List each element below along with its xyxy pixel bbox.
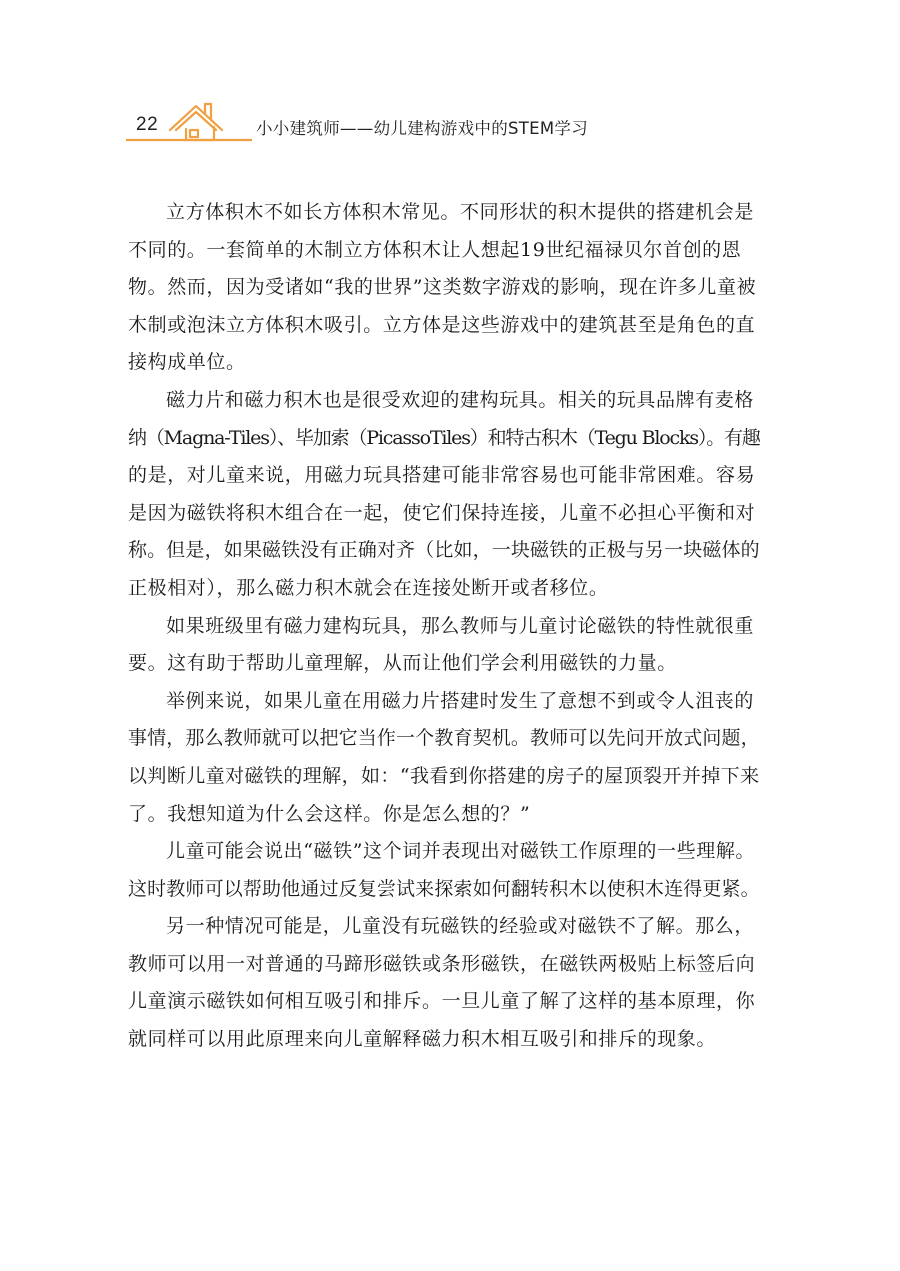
text-line: 纳（Magna-Tiles）、毕加索（PicassoTiles）和特古积木（Tegu Blocks）。有趣 xyxy=(128,426,760,449)
text-line: 儿童演示磁铁如何相互吸引和排斥。一旦儿童了解了这样的基本原理，你 xyxy=(128,990,756,1013)
running-header-title: 小小建筑师——幼儿建构游戏中的STEM学习 xyxy=(256,119,589,138)
text-line: 儿童可能会说出“磁铁”这个词并表现出对磁铁工作原理的一些理解。 xyxy=(166,840,756,863)
text-line: 要。这有助于帮助儿童理解，从而让他们学会利用磁铁的力量。 xyxy=(128,652,677,675)
text-line: 教师可以用一对普通的马蹄形磁铁或条形磁铁，在磁铁两极贴上标签后向 xyxy=(128,952,756,975)
text-line: 如果班级里有磁力建构玩具，那么教师与儿童讨论磁铁的特性就很重 xyxy=(166,614,755,637)
text-line: 就同样可以用此原理来向儿童解释磁力积木相互吸引和排斥的现象。 xyxy=(128,1028,717,1051)
text-line: 举例来说，如果儿童在用磁力片搭建时发生了意想不到或令人沮丧的 xyxy=(166,689,755,712)
text-line: 事情，那么教师就可以把它当作一个教育契机。教师可以先问开放式问题， xyxy=(128,727,760,750)
text-line: 接构成单位。 xyxy=(128,351,246,374)
text-line: 的是，对儿童来说，用磁力玩具搭建可能非常容易也可能非常困难。容易 xyxy=(128,464,756,487)
page-header xyxy=(0,0,900,150)
text-line: 不同的。一套简单的木制立方体积木让人想起19世纪福禄贝尔首创的恩 xyxy=(128,238,742,261)
text-line: 另一种情况可能是，儿童没有玩磁铁的经验或对磁铁不了解。那么， xyxy=(166,915,755,938)
text-line: 正极相对），那么磁力积木就会在连接处断开或者移位。 xyxy=(128,576,609,599)
text-line: 磁力片和磁力积木也是很受欢迎的建构玩具。相关的玩具品牌有麦格 xyxy=(166,388,755,411)
text-line: 物。然而，因为受诸如“我的世界”这类数字游戏的影响，现在许多儿童被 xyxy=(128,276,757,299)
text-line: 立方体积木不如长方体积木常见。不同形状的积木提供的搭建机会是 xyxy=(166,201,755,223)
text-line: 称。但是，如果磁铁没有正确对齐（比如，一块磁铁的正极与另一块磁体的 xyxy=(128,539,760,562)
text-line: 是因为磁铁将积木组合在一起，使它们保持连接，儿童不必担心平衡和对 xyxy=(128,501,756,524)
body-text xyxy=(128,194,760,1059)
text-line: 木制或泡沫立方体积木吸引。立方体是这些游戏中的建筑甚至是角色的直 xyxy=(128,313,756,336)
text-line: 以判断儿童对磁铁的理解，如：“我看到你搭建的房子的屋顶裂开并掉下来 xyxy=(128,764,760,787)
page-number: 22 xyxy=(136,114,159,135)
text-line: 了。我想知道为什么会这样。你是怎么想的？” xyxy=(128,802,531,825)
text-line: 这时教师可以帮助他通过反复尝试来探索如何翻转积木以使积木连得更紧。 xyxy=(128,877,760,900)
